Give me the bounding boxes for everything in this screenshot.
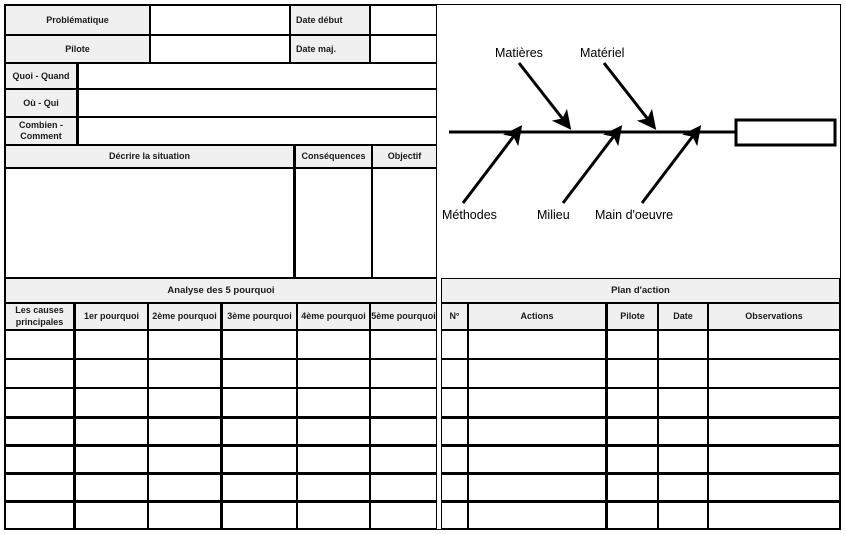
action-plan-cell[interactable] xyxy=(468,445,607,473)
action-plan-cell[interactable] xyxy=(658,388,708,417)
five-why-cell[interactable] xyxy=(297,330,370,359)
five-why-cell[interactable] xyxy=(297,445,370,473)
five-why-cell[interactable] xyxy=(5,417,75,445)
action-plan-cell[interactable] xyxy=(607,417,658,445)
action-plan-cell[interactable] xyxy=(607,501,658,529)
column-header-1er-pourquoi xyxy=(75,303,148,330)
five-why-cell[interactable] xyxy=(148,473,222,501)
field-label-date-maj xyxy=(290,35,370,63)
field-label-ou-qui xyxy=(5,89,78,117)
label-text: Date début xyxy=(296,14,343,25)
action-plan-cell[interactable] xyxy=(441,417,468,445)
label-text: 5ème pourquoi xyxy=(371,311,436,322)
column-header-les-causes-principales xyxy=(5,303,75,330)
five-why-cell[interactable] xyxy=(370,388,437,417)
label-text: Actions xyxy=(520,311,554,322)
field-label-combien-comment xyxy=(5,117,78,145)
five-why-cell[interactable] xyxy=(222,388,297,417)
column-header-3eme-pourquoi xyxy=(222,303,297,330)
label-text: Objectif xyxy=(387,151,422,162)
action-plan-cell[interactable] xyxy=(607,445,658,473)
five-why-cell[interactable] xyxy=(222,445,297,473)
fishbone-arrow-main-doeuvre xyxy=(642,128,699,203)
label-text: Date xyxy=(673,311,693,322)
five-why-cell[interactable] xyxy=(148,388,222,417)
fishbone-label-milieu: Milieu xyxy=(537,208,570,222)
five-why-cell[interactable] xyxy=(370,417,437,445)
label-text: Conséquences xyxy=(301,151,366,162)
five-why-cell[interactable] xyxy=(5,388,75,417)
action-plan-cell[interactable] xyxy=(441,388,468,417)
five-why-cell[interactable] xyxy=(148,445,222,473)
five-why-cell[interactable] xyxy=(222,417,297,445)
label-text: Quoi - Quand xyxy=(12,70,70,81)
action-plan-cell[interactable] xyxy=(468,417,607,445)
five-why-cell[interactable] xyxy=(75,473,148,501)
five-why-cell[interactable] xyxy=(5,445,75,473)
label-text: Analyse des 5 pourquoi xyxy=(167,285,275,296)
five-why-cell[interactable] xyxy=(148,417,222,445)
field-label-pilote xyxy=(5,35,150,63)
column-header-pilote xyxy=(607,303,658,330)
field-input-decrire-la-situation[interactable] xyxy=(5,168,295,278)
field-input-date-debut[interactable] xyxy=(370,5,437,35)
fishbone-label-matieres: Matières xyxy=(495,46,543,60)
five-why-cell[interactable] xyxy=(5,473,75,501)
five-why-cell[interactable] xyxy=(75,388,148,417)
column-header-date xyxy=(658,303,708,330)
column-header-5eme-pourquoi xyxy=(370,303,437,330)
action-plan-cell[interactable] xyxy=(468,359,607,388)
label-text: N° xyxy=(449,311,460,322)
label-text: Décrire la situation xyxy=(108,151,191,162)
label-text: Plan d'action xyxy=(611,285,670,296)
field-label-problematique xyxy=(5,5,150,35)
action-plan-cell[interactable] xyxy=(708,417,840,445)
field-input-ou-qui[interactable] xyxy=(78,89,437,117)
label-text: Problématique xyxy=(46,14,109,25)
field-input-consequences[interactable] xyxy=(295,168,372,278)
action-plan-cell[interactable] xyxy=(708,473,840,501)
fishbone-arrow-methodes xyxy=(463,128,520,203)
fishbone-arrow-materiel xyxy=(604,63,654,127)
action-plan-cell[interactable] xyxy=(441,501,468,529)
five-why-cell[interactable] xyxy=(148,359,222,388)
column-header-observations xyxy=(708,303,840,330)
five-why-cell[interactable] xyxy=(5,359,75,388)
field-input-combien-comment[interactable] xyxy=(78,117,437,145)
fishbone-label-methodes: Méthodes xyxy=(442,208,497,222)
action-plan-cell[interactable] xyxy=(708,501,840,529)
action-plan-cell[interactable] xyxy=(658,417,708,445)
five-why-cell[interactable] xyxy=(5,501,75,529)
action-plan-cell[interactable] xyxy=(658,359,708,388)
five-why-cell[interactable] xyxy=(148,501,222,529)
label-text: Où - Qui xyxy=(23,97,59,108)
action-plan-cell[interactable] xyxy=(708,388,840,417)
five-why-cell[interactable] xyxy=(222,501,297,529)
five-why-cell[interactable] xyxy=(222,473,297,501)
column-header-decrire-la-situation xyxy=(5,145,295,168)
action-plan-cell[interactable] xyxy=(607,359,658,388)
section-title-analyse-5-pourquoi xyxy=(5,278,437,303)
five-why-cell[interactable] xyxy=(222,359,297,388)
action-plan-cell[interactable] xyxy=(708,359,840,388)
fishbone-arrow-matieres xyxy=(519,63,569,127)
action-plan-cell[interactable] xyxy=(468,473,607,501)
five-why-cell[interactable] xyxy=(148,330,222,359)
section-title-plan-daction xyxy=(441,278,840,303)
action-plan-cell[interactable] xyxy=(658,501,708,529)
action-plan-cell[interactable] xyxy=(658,473,708,501)
five-why-cell[interactable] xyxy=(75,330,148,359)
label-text: 2ème pourquoi xyxy=(152,311,217,322)
field-label-date-debut xyxy=(290,5,370,35)
action-plan-cell[interactable] xyxy=(468,501,607,529)
action-plan-cell[interactable] xyxy=(607,388,658,417)
action-plan-cell[interactable] xyxy=(441,359,468,388)
action-plan-cell[interactable] xyxy=(441,473,468,501)
field-input-pilote[interactable] xyxy=(150,35,290,63)
column-header-consequences xyxy=(295,145,372,168)
column-header-actions xyxy=(468,303,607,330)
five-why-cell[interactable] xyxy=(297,417,370,445)
action-plan-cell[interactable] xyxy=(607,473,658,501)
action-plan-cell[interactable] xyxy=(468,330,607,359)
field-label-quoi-quand xyxy=(5,63,78,89)
five-why-cell[interactable] xyxy=(297,388,370,417)
field-input-date-maj[interactable] xyxy=(370,35,437,63)
five-why-cell[interactable] xyxy=(370,501,437,529)
label-text: Observations xyxy=(745,311,803,322)
action-plan-cell[interactable] xyxy=(607,330,658,359)
five-why-cell[interactable] xyxy=(370,330,437,359)
five-why-cell[interactable] xyxy=(370,359,437,388)
label-text: Pilote xyxy=(65,43,90,54)
column-header-2eme-pourquoi xyxy=(148,303,222,330)
action-plan-cell[interactable] xyxy=(658,445,708,473)
field-input-objectif[interactable] xyxy=(372,168,437,278)
field-input-problematique[interactable] xyxy=(150,5,290,35)
column-header-numero xyxy=(441,303,468,330)
field-input-quoi-quand[interactable] xyxy=(78,63,437,89)
action-plan-cell[interactable] xyxy=(708,330,840,359)
five-why-cell[interactable] xyxy=(5,330,75,359)
five-why-cell[interactable] xyxy=(370,445,437,473)
fishbone-arrow-milieu xyxy=(563,128,620,203)
fishbone-label-main-doeuvre: Main d'oeuvre xyxy=(595,208,674,222)
column-header-objectif xyxy=(372,145,437,168)
five-why-cell[interactable] xyxy=(297,501,370,529)
action-plan-cell[interactable] xyxy=(468,388,607,417)
five-why-cell[interactable] xyxy=(222,330,297,359)
five-why-cell[interactable] xyxy=(370,473,437,501)
label-text: 1er pourquoi xyxy=(83,311,139,322)
label-text: Pilote xyxy=(620,311,645,322)
five-why-cell[interactable] xyxy=(297,359,370,388)
action-plan-cell[interactable] xyxy=(708,445,840,473)
five-why-cell[interactable] xyxy=(75,359,148,388)
label-text: Combien - Comment xyxy=(19,119,63,141)
five-why-cell[interactable] xyxy=(75,417,148,445)
five-why-cell[interactable] xyxy=(75,501,148,529)
five-why-cell[interactable] xyxy=(297,473,370,501)
label-text: Les causes principales xyxy=(15,305,64,327)
label-text: 3ème pourquoi xyxy=(227,311,292,322)
action-plan-cell[interactable] xyxy=(441,445,468,473)
fishbone-label-materiel: Matériel xyxy=(580,46,625,60)
fishbone-effect-box xyxy=(736,120,835,145)
action-plan-cell[interactable] xyxy=(441,330,468,359)
action-plan-cell[interactable] xyxy=(658,330,708,359)
label-text: 4ème pourquoi xyxy=(301,311,366,322)
label-text: Date maj. xyxy=(296,43,337,54)
five-why-cell[interactable] xyxy=(75,445,148,473)
ishikawa-fishbone-diagram xyxy=(441,5,840,278)
column-header-4eme-pourquoi xyxy=(297,303,370,330)
